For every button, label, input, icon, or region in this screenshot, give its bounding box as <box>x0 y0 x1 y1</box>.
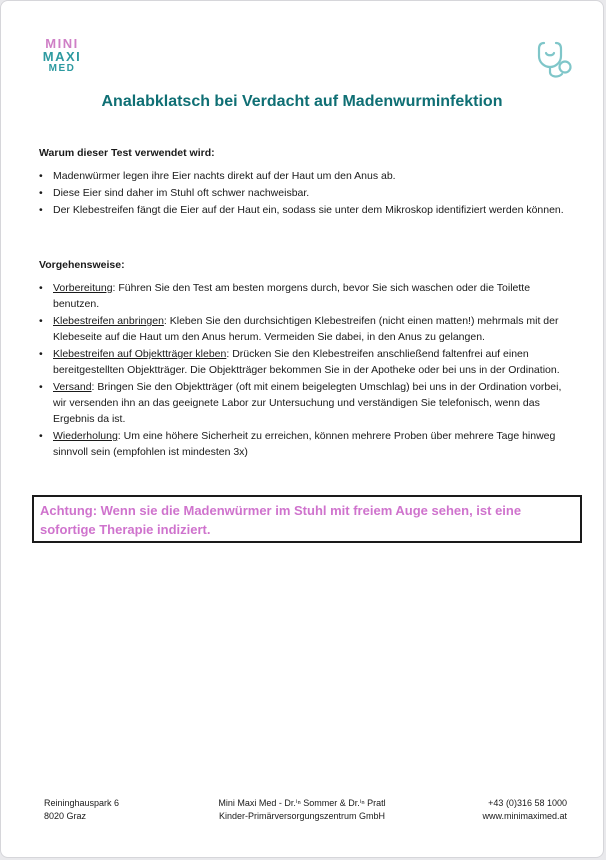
org-name: Mini Maxi Med - Dr.ⁱⁿ Sommer & Dr.ⁱⁿ Pratl <box>218 798 386 808</box>
step-text: : Drücken Sie den Klebestreifen anschließend faltenfrei auf einen bereitgestellten Objektträger. Die Objektträger bekommen Sie in der Apotheke oder bei uns in der Ordination. <box>53 348 560 376</box>
step-text: : Bringen Sie den Objektträger (oft mit einem beigelegten Umschlag) bei uns in der Ordination vorbei, wir versenden ihn an das geeignete Labor zur Untersuchung und verständigen Sie telefonisch, wenn das Ergebnis da ist. <box>53 381 562 425</box>
list-item <box>39 313 571 345</box>
step-text: : Führen Sie den Test am besten morgens durch, bevor Sie sich waschen oder die Toilette benutzen. <box>53 282 531 310</box>
list-item: • Diese Eier sind daher im Stuhl oft schwer nachweisbar. <box>39 185 571 201</box>
brand-logo <box>39 37 85 74</box>
contact-website: www.minimaximed.at <box>482 811 567 821</box>
list-item <box>39 346 571 378</box>
why-list <box>39 168 571 219</box>
procedure-heading: Vorgehensweise: <box>39 259 125 271</box>
logo-line-maxi: MAXI <box>42 49 82 65</box>
step-term: Klebestreifen anbringen <box>53 315 164 327</box>
list-item <box>39 379 571 427</box>
step-term: Wiederholung <box>53 430 118 442</box>
logo-line-mini: MINI <box>45 36 79 51</box>
list-item <box>39 428 571 460</box>
step-term: Klebestreifen auf Objektträger kleben <box>53 348 227 360</box>
step-term: Vorbereitung <box>53 282 113 294</box>
contact-phone: +43 (0)316 58 1000 <box>488 798 567 808</box>
step-term: Versand <box>53 381 92 393</box>
stethoscope-icon <box>532 37 576 81</box>
page-title: Analabklatsch bei Verdacht auf Madenwurminfektion <box>101 93 503 110</box>
procedure-list <box>39 280 571 461</box>
step-text: : Kleben Sie den durchsichtigen Klebestreifen (nicht einen matten!) mehrmals mit der Klebeseite auf die Haut um den Anus herum. Vermeiden Sie dabei, in den Anus zu gelangen. <box>53 315 559 343</box>
logo-line-med: MED <box>48 62 76 74</box>
footer-contact <box>482 797 567 823</box>
address-city: 8020 Graz <box>44 811 87 821</box>
warning-box: Achtung: Wenn sie die Madenwürmer im Stuhl mit freiem Auge sehen, ist eine sofortige Therapie indiziert. <box>32 495 582 543</box>
list-item: • Der Klebestreifen fängt die Eier auf der Haut ein, sodass sie unter dem Mikroskop identifiziert werden können. <box>39 202 571 218</box>
org-company: Kinder-Primärversorgungszentrum GmbH <box>218 811 386 821</box>
step-text: : Um eine höhere Sicherheit zu erreichen, können mehrere Proben über mehrere Tage hinweg sinnvoll sein (empfohlen ist mindesten 3x) <box>53 430 556 458</box>
address-street: Reininghauspark 6 <box>44 798 120 808</box>
list-item: • Madenwürmer legen ihre Eier nachts direkt auf der Haut um den Anus ab. <box>39 168 571 184</box>
list-item <box>39 280 571 312</box>
why-heading: Warum dieser Test verwendet wird: <box>39 147 215 159</box>
